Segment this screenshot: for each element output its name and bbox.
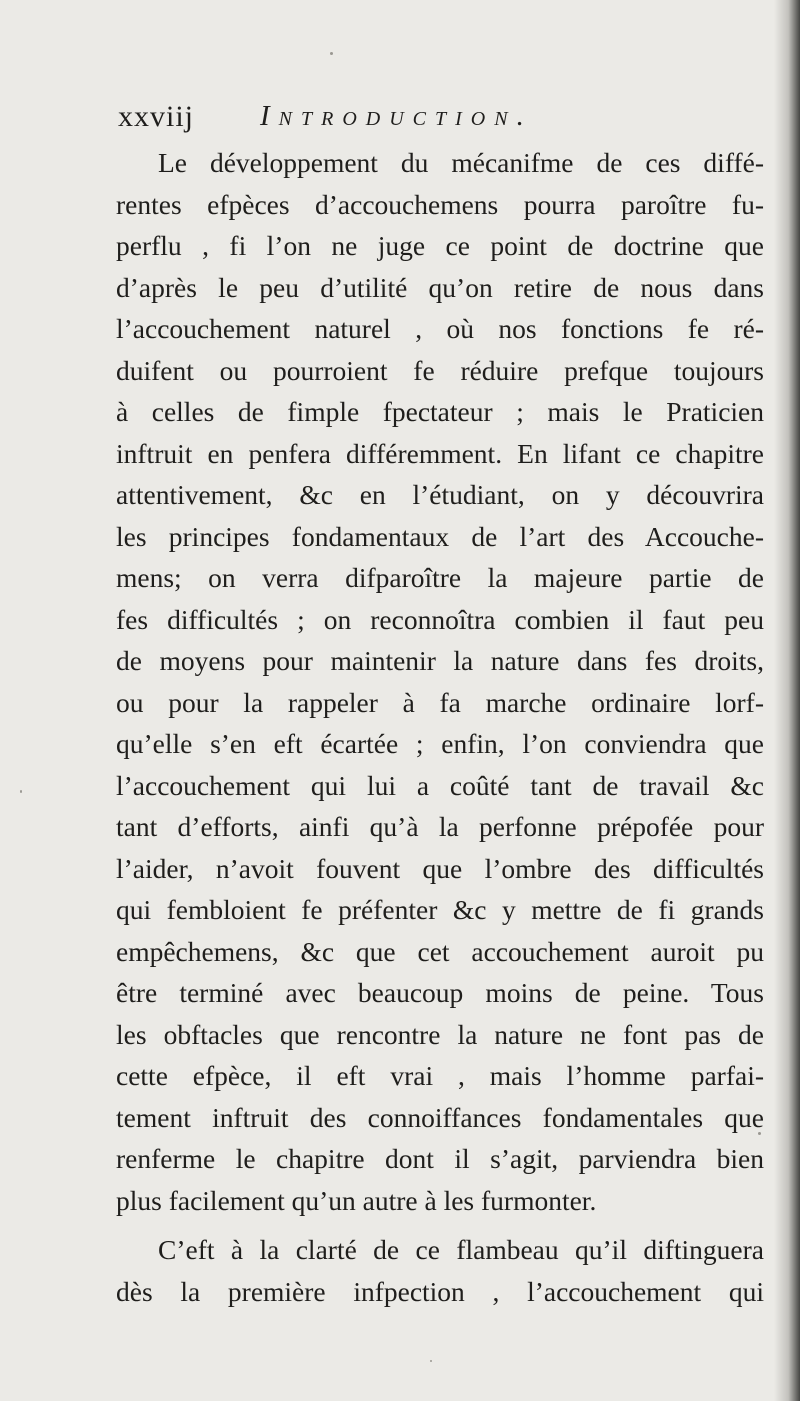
text-line: tement inftruit des connoiffances fondamentales que — [116, 1101, 764, 1133]
paper-speck — [430, 1360, 432, 1362]
text-line: qu’elle s’en eft écartée ; enfin, l’on conviendra que — [116, 728, 764, 759]
text-line: renferme le chapitre dont il s’agit, parviendra bien — [116, 1143, 764, 1174]
body-text — [116, 142, 764, 1312]
text-line: empêchemens, &c que cet accouchement auroit pu — [116, 935, 764, 967]
page-header — [118, 100, 758, 144]
paper-speck — [758, 1132, 761, 1135]
paragraph-2 — [116, 1229, 764, 1312]
text-line: ou pour la rappeler à fa marche ordinaire lorf- — [116, 686, 764, 718]
text-line: attentivement, &c en l’étudiant, on y découvrira — [116, 479, 764, 510]
text-line: l’accouchement qui lui a coûté tant de travail &c — [116, 769, 764, 801]
text-line: l’accouchement naturel , où nos fonctions fe ré- — [116, 313, 764, 344]
text-line: rentes efpèces d’accouchemens pourra paroître fu- — [116, 188, 764, 220]
text-line: Le développement du mécanifme de ces diffé- — [158, 147, 764, 178]
text-line: les obftacles que rencontre la nature ne font pas de — [116, 1018, 764, 1050]
text-line: qui fembloient fe préfenter &c y mettre de fi grands — [116, 894, 764, 925]
text-line: duifent ou pourroient fe réduire prefque toujours — [116, 354, 764, 386]
paragraph-1 — [116, 142, 764, 1221]
text-line: cette efpèce, il eft vrai , mais l’homme parfai- — [116, 1060, 764, 1091]
text-line: fes difficultés ; on reconnoîtra combien il faut peu — [116, 603, 764, 635]
paragraph-gap — [116, 1221, 764, 1229]
page-number: xxviij — [118, 100, 195, 133]
text-line: tant d’efforts, ainfi qu’à la perfonne prépofée pour — [116, 811, 764, 842]
text-line: à celles de fimple fpectateur ; mais le Praticien — [116, 396, 764, 427]
text-line: C’eft à la clarté de ce flambeau qu’il diftinguera — [158, 1234, 764, 1265]
text-line: d’après le peu d’utilité qu’on retire de nous dans — [116, 271, 764, 303]
binding-shadow — [774, 0, 800, 1401]
paper-speck — [330, 52, 333, 55]
text-line: dès la première infpection , l’accouchement qui — [116, 1275, 764, 1307]
paper-speck — [20, 790, 22, 793]
text-line: l’aider, n’avoit fouvent que l’ombre des difficultés — [116, 852, 764, 884]
text-line: perflu , fi l’on ne juge ce point de doctrine que — [116, 230, 764, 261]
text-line: de moyens pour maintenir la nature dans fes droits, — [116, 645, 764, 676]
text-line: les principes fondamentaux de l’art des Accouche- — [116, 520, 764, 552]
running-head: Introduction. — [260, 100, 533, 132]
text-line: mens; on verra difparoître la majeure partie de — [116, 562, 764, 593]
text-line: inftruit en penfera différemment. En lifant ce chapitre — [116, 437, 764, 469]
text-line: être terminé avec beaucoup moins de peine. Tous — [116, 977, 764, 1008]
text-line: plus facilement qu’un autre à les furmonter. — [116, 1184, 597, 1216]
